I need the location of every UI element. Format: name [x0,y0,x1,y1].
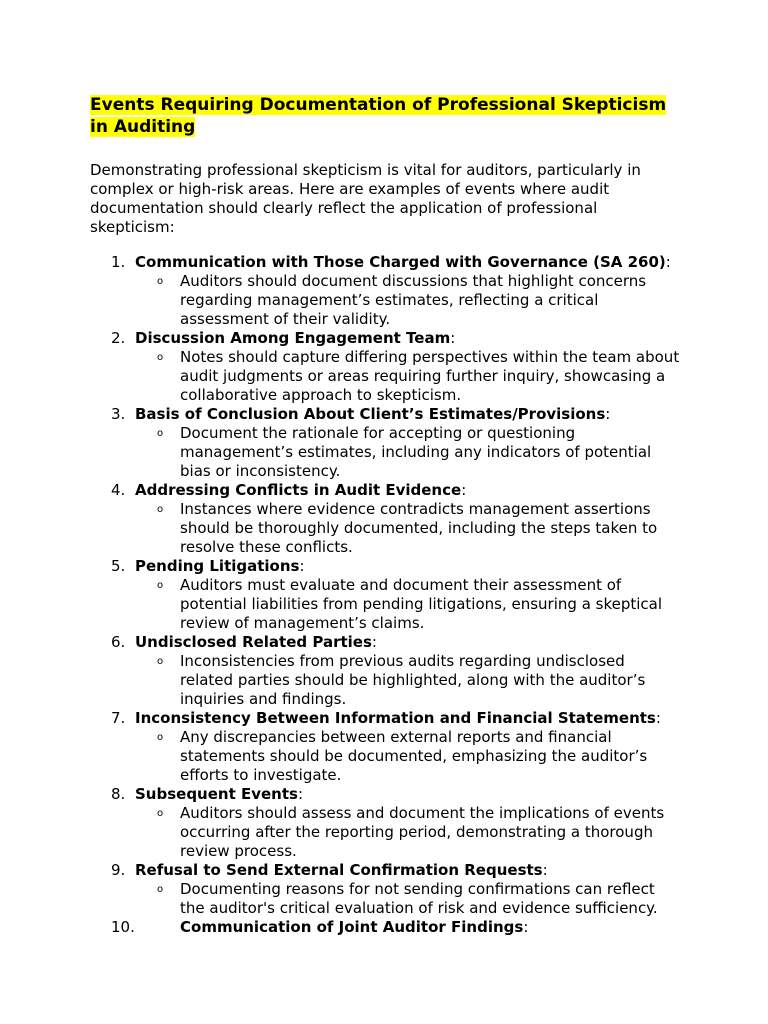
event-item [90,253,680,329]
event-detail: o Auditors should document discussions that highlight concerns regarding management’s estimates, reflecting a critical assessment of their validity. [157,272,647,328]
event-detail: o Auditors should assess and document the implications of events occurring after the reporting period, demonstrating a thorough review process. [157,804,665,860]
event-number: 8. [111,785,126,803]
event-detail: o Any discrepancies between external reports and financial statements should be documented, emphasizing the auditor’s efforts to investigate. [157,728,648,784]
event-number: 5. [111,557,126,575]
event-heading: Subsequent Events: [135,785,304,803]
title-line-1: Events Requiring Documentation of Professional Skepticism [90,95,667,115]
event-item [90,633,680,709]
event-item [90,785,680,861]
event-detail: o Notes should capture differing perspectives within the team about audit judgments or areas requiring further inquiry, showcasing a collaborative approach to skepticism. [157,348,680,404]
intro-paragraph: Demonstrating professional skepticism is vital for auditors, particularly in complex or high-risk areas. Here are examples of events where audit documentation should clearly reflect the application of professional skepticism: [90,161,641,236]
event-number: 3. [111,405,126,423]
event-item [90,329,680,405]
hollow-bullet-icon: o [157,504,164,515]
event-heading: Undisclosed Related Parties: [135,633,377,651]
hollow-bullet-icon: o [157,732,164,743]
event-detail-list [135,804,680,861]
event-detail: o Instances where evidence contradicts management assertions should be thoroughly documented, including the steps taken to resolve these conflicts. [157,500,658,556]
hollow-bullet-icon: o [157,276,164,287]
document-title [90,94,680,138]
hollow-bullet-icon: o [157,428,164,439]
event-heading: Pending Litigations: [135,557,305,575]
title-line-2: in Auditing [90,117,196,137]
event-item [90,861,680,918]
hollow-bullet-icon: o [157,884,164,895]
hollow-bullet-icon: o [157,656,164,667]
event-number: 6. [111,633,126,651]
event-item [90,557,680,633]
event-detail: o Documenting reasons for not sending confirmations can reflect the auditor's critical evaluation of risk and evidence sufficiency. [157,880,658,917]
event-number: 2. [111,329,126,347]
event-item [90,405,680,481]
event-number: 1. [111,253,126,271]
document-page [90,94,680,937]
event-detail: o Auditors must evaluate and document their assessment of potential liabilities from pending litigations, ensuring a skeptical review of management’s claims. [157,576,663,632]
event-item [90,481,680,557]
event-detail-list [135,880,680,918]
event-heading: Basis of Conclusion About Client’s Estimates/Provisions: [135,405,611,423]
event-detail-list [135,652,680,709]
event-item [90,918,680,937]
event-heading: Inconsistency Between Information and Financial Statements: [135,709,661,727]
event-detail-list [135,348,680,405]
event-number: 7. [111,709,126,727]
hollow-bullet-icon: o [157,808,164,819]
event-detail-list [135,272,680,329]
event-heading: Addressing Conflicts in Audit Evidence: [135,481,467,499]
event-detail: o Document the rationale for accepting or questioning management’s estimates, including any indicators of potential bias or inconsistency. [157,424,652,480]
events-list [90,253,680,937]
event-detail-list [135,576,680,633]
event-item [90,709,680,785]
hollow-bullet-icon: o [157,580,164,591]
event-heading: Refusal to Send External Confirmation Requests: [135,861,548,879]
event-detail-list [135,500,680,557]
event-detail-list [135,424,680,481]
event-heading: Discussion Among Engagement Team: [135,329,456,347]
event-heading: Communication with Those Charged with Governance (SA 260): [135,253,671,271]
event-detail: o Inconsistencies from previous audits regarding undisclosed related parties should be highlighted, along with the auditor’s inquiries and findings. [157,652,646,708]
event-detail-list [135,728,680,785]
event-number: 4. [111,481,126,499]
event-heading: Communication of Joint Auditor Findings: [180,918,529,936]
hollow-bullet-icon: o [157,352,164,363]
event-number: 10. [111,918,135,936]
event-number: 9. [111,861,126,879]
